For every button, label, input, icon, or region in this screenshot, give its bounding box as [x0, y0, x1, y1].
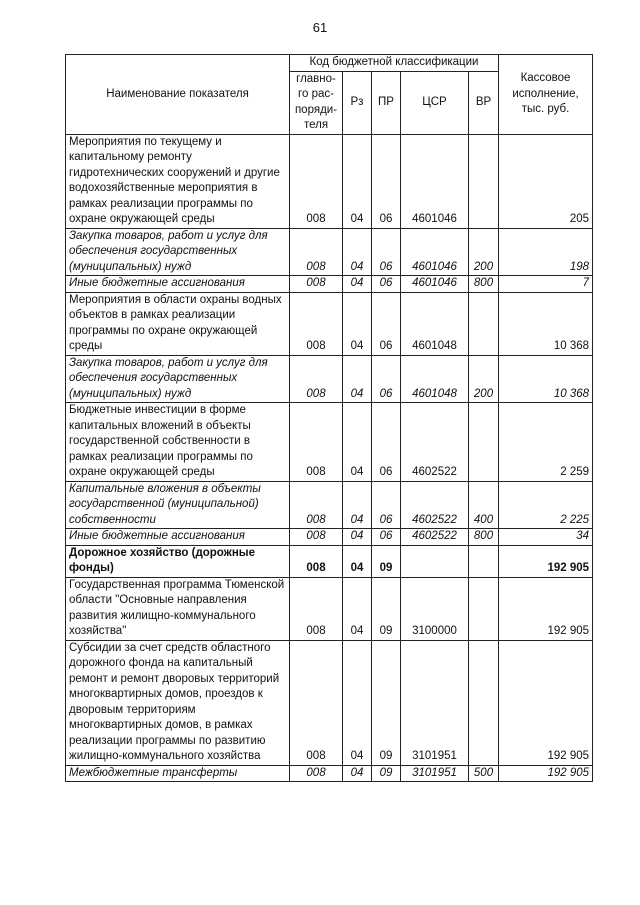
row-csr — [401, 545, 469, 577]
row-pr: 06 — [372, 276, 401, 293]
row-sum: 205 — [499, 134, 593, 228]
row-rz: 04 — [343, 640, 372, 765]
table-row — [66, 228, 593, 276]
table-row — [66, 765, 593, 782]
table-row — [66, 276, 593, 293]
header-glavnogo-line: поряди- — [294, 103, 338, 116]
row-sum: 192 905 — [499, 577, 593, 640]
row-vr — [469, 545, 499, 577]
row-vr: 200 — [469, 228, 499, 276]
row-csr: 4601046 — [401, 276, 469, 293]
row-name: Закупка товаров, работ и услуг для обеспечения государственных (муниципальных) нужд — [66, 228, 290, 276]
row-pr: 06 — [372, 228, 401, 276]
row-name: Межбюджетные трансферты — [66, 765, 290, 782]
row-rz: 04 — [343, 403, 372, 482]
row-csr: 4601048 — [401, 292, 469, 355]
row-sum: 34 — [499, 529, 593, 546]
row-rz: 04 — [343, 545, 372, 577]
row-pr: 06 — [372, 481, 401, 529]
row-name: Бюджетные инвестиции в форме капитальных вложений в объекты государственной собственности в рамках реализации программы по охране окружающей среды — [66, 403, 290, 482]
row-csr: 4601048 — [401, 355, 469, 403]
row-sum: 10 368 — [499, 292, 593, 355]
page-number: 61 — [312, 20, 328, 35]
row-vr — [469, 292, 499, 355]
header-vr: ВР — [469, 71, 499, 134]
row-rz: 04 — [343, 134, 372, 228]
row-csr: 3101951 — [401, 765, 469, 782]
row-gl: 008 — [290, 292, 343, 355]
table-header — [66, 55, 593, 135]
row-csr: 4601046 — [401, 134, 469, 228]
table-row — [66, 134, 593, 228]
table-body — [66, 134, 593, 782]
row-vr — [469, 403, 499, 482]
row-vr — [469, 134, 499, 228]
row-pr: 09 — [372, 765, 401, 782]
header-csr: ЦСР — [401, 71, 469, 134]
table-row — [66, 355, 593, 403]
row-rz: 04 — [343, 529, 372, 546]
table-row — [66, 640, 593, 765]
header-total-line: Кассовое — [520, 72, 571, 84]
row-vr: 200 — [469, 355, 499, 403]
budget-table — [65, 54, 593, 782]
header-glavnogo-line: главно- — [296, 72, 336, 85]
row-gl: 008 — [290, 529, 343, 546]
header-total-line: тыс. руб. — [521, 103, 570, 115]
row-rz: 04 — [343, 276, 372, 293]
header-glavnogo — [290, 71, 343, 134]
row-name: Иные бюджетные ассигнования — [66, 276, 290, 293]
row-name: Мероприятия по текущему и капитальному ремонту гидротехнических сооружений и другие водохозяйственные мероприятия в рамках реализации программы по охране окружающей среды — [66, 134, 290, 228]
table-row — [66, 529, 593, 546]
row-gl: 008 — [290, 577, 343, 640]
row-sum: 2 225 — [499, 481, 593, 529]
row-vr — [469, 640, 499, 765]
row-csr: 4601046 — [401, 228, 469, 276]
header-code-group: Код бюджетной классификации — [290, 55, 499, 72]
row-gl: 008 — [290, 134, 343, 228]
row-csr: 3100000 — [401, 577, 469, 640]
row-pr: 09 — [372, 577, 401, 640]
header-glavnogo-line: го рас- — [298, 88, 334, 100]
row-sum: 7 — [499, 276, 593, 293]
row-gl: 008 — [290, 403, 343, 482]
header-rz: Рз — [343, 71, 372, 134]
row-vr: 400 — [469, 481, 499, 529]
row-csr: 4602522 — [401, 403, 469, 482]
row-name: Государственная программа Тюменской области "Основные направления развития жилищно-коммунального хозяйства" — [66, 577, 290, 640]
row-vr — [469, 577, 499, 640]
row-rz: 04 — [343, 355, 372, 403]
table-row — [66, 577, 593, 640]
row-gl: 008 — [290, 765, 343, 782]
row-sum: 198 — [499, 228, 593, 276]
row-sum: 10 368 — [499, 355, 593, 403]
row-name: Закупка товаров, работ и услуг для обеспечения государственных (муниципальных) нужд — [66, 355, 290, 403]
header-total — [499, 55, 593, 135]
row-vr: 500 — [469, 765, 499, 782]
row-rz: 04 — [343, 765, 372, 782]
row-vr: 800 — [469, 276, 499, 293]
row-gl: 008 — [290, 228, 343, 276]
header-name: Наименование показателя — [66, 55, 290, 135]
row-pr: 06 — [372, 403, 401, 482]
row-sum: 192 905 — [499, 765, 593, 782]
row-rz: 04 — [343, 228, 372, 276]
row-name: Мероприятия в области охраны водных объектов в рамках реализации программы по охране окружающей среды — [66, 292, 290, 355]
row-pr: 09 — [372, 640, 401, 765]
row-sum: 192 905 — [499, 640, 593, 765]
row-rz: 04 — [343, 292, 372, 355]
row-name: Дорожное хозяйство (дорожные фонды) — [66, 545, 290, 577]
row-pr: 06 — [372, 355, 401, 403]
header-pr: ПР — [372, 71, 401, 134]
row-name: Субсидии за счет средств областного дорожного фонда на капитальный ремонт и ремонт дворовых территорий многоквартирных домов, проездов к дворовым территориям многоквартирных домов, в рамках реализации программы по развитию жилищно-коммунального хозяйства — [66, 640, 290, 765]
row-pr: 09 — [372, 545, 401, 577]
header-glavnogo-line: теля — [303, 119, 329, 131]
row-csr: 3101951 — [401, 640, 469, 765]
table-row — [66, 403, 593, 482]
table-row — [66, 481, 593, 529]
row-csr: 4602522 — [401, 481, 469, 529]
row-sum: 2 259 — [499, 403, 593, 482]
row-name: Иные бюджетные ассигнования — [66, 529, 290, 546]
row-gl: 008 — [290, 355, 343, 403]
table-row — [66, 545, 593, 577]
row-gl: 008 — [290, 481, 343, 529]
row-pr: 06 — [372, 134, 401, 228]
header-total-line: исполнение, — [512, 87, 579, 100]
row-gl: 008 — [290, 276, 343, 293]
row-gl: 008 — [290, 640, 343, 765]
row-rz: 04 — [343, 577, 372, 640]
row-sum: 192 905 — [499, 545, 593, 577]
row-rz: 04 — [343, 481, 372, 529]
row-pr: 06 — [372, 529, 401, 546]
row-vr: 800 — [469, 529, 499, 546]
row-gl: 008 — [290, 545, 343, 577]
table-row — [66, 292, 593, 355]
row-pr: 06 — [372, 292, 401, 355]
row-name: Капитальные вложения в объекты государственной (муниципальной) собственности — [66, 481, 290, 529]
row-csr: 4602522 — [401, 529, 469, 546]
